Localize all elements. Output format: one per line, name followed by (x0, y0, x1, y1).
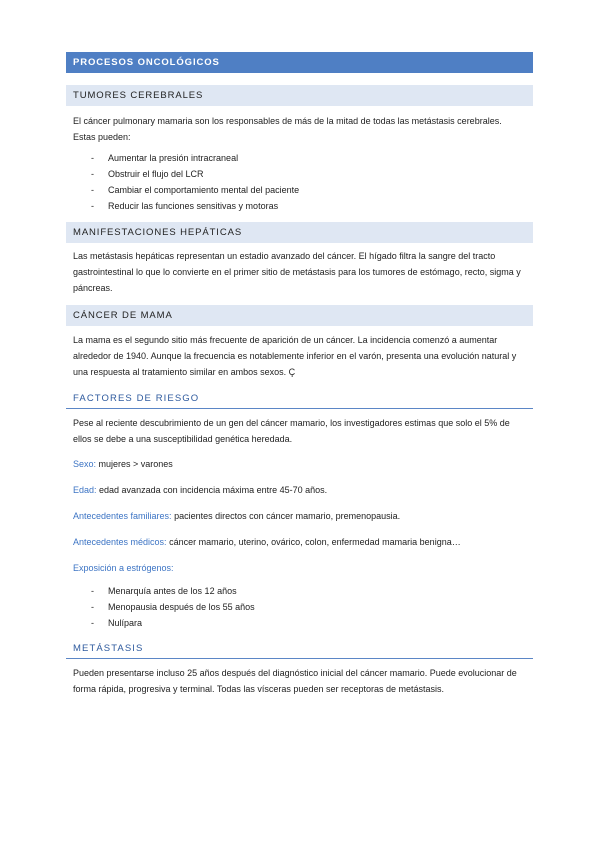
list-item: - Cambiar el comportamiento mental del paciente (66, 182, 533, 198)
list-item: - Menarquía antes de los 12 años (66, 583, 533, 599)
document-page (66, 52, 533, 697)
factor-antecedentes-familiares (66, 508, 533, 524)
factor-value: edad avanzada con incidencia máxima entre 45-70 años. (96, 485, 328, 495)
heading-tumores-cerebrales: TUMORES CEREBRALES (66, 85, 533, 106)
factor-label: Sexo: (73, 459, 97, 469)
document-title: PROCESOS ONCOLÓGICOS (66, 52, 533, 73)
factor-label: Edad: (73, 485, 97, 495)
factor-label: Antecedentes médicos: (73, 537, 167, 547)
heading-factores-de-riesgo: FACTORES DE RIESGO (66, 389, 533, 409)
list-item: - Obstruir el flujo del LCR (66, 166, 533, 182)
metastasis-text: Pueden presentarse incluso 25 años después del diagnóstico inicial del cáncer mamario. Puede evolucionar de forma rápida, progresiva y terminal. Todas las vísceras pueden ser receptoras de metástasis. (73, 668, 517, 694)
list-item: - Aumentar la presión intracraneal (66, 150, 533, 166)
factor-value: cáncer mamario, uterino, ovárico, colon, enfermedad mamaria benigna… (166, 537, 461, 547)
factor-sexo (66, 456, 533, 472)
tumores-list (66, 150, 533, 214)
hepaticas-text: Las metástasis hepáticas representan un estadio avanzado del cáncer. El hígado filtra la sangre del tracto gastrointestinal lo que lo convierte en el primer sitio de metástasis para los tumores de estómago, recto, sigma y páncreas. (73, 251, 521, 293)
list-item: - Menopausia después de los 55 años (66, 599, 533, 615)
heading-cancer-de-mama: CÁNCER DE MAMA (66, 305, 533, 326)
mama-text: La mama es el segundo sitio más frecuente de aparición de un cáncer. La incidencia comenzó a aumentar alrededor de 1940. Aunque la frecuencia es notablemente inferior en el varón, presenta una evolución natural y una respuesta al tratamiento similar en ambos sexos. Ç (73, 335, 517, 377)
estrogen-list (66, 583, 533, 631)
factor-antecedentes-medicos (66, 534, 533, 550)
factor-label: Antecedentes familiares: (73, 511, 172, 521)
list-item: - Reducir las funciones sensitivas y motoras (66, 198, 533, 214)
estrogen-label: Exposición a estrógenos: (73, 563, 174, 573)
list-item: - Nulípara (66, 615, 533, 631)
heading-metastasis: METÁSTASIS (66, 639, 533, 659)
factor-value: pacientes directos con cáncer mamario, premenopausia. (171, 511, 401, 521)
factor-value: mujeres > varones (96, 459, 173, 469)
riesgo-intro: Pese al reciente descubrimiento de un gen del cáncer mamario, los investigadores estimas que solo el 5% de ellos se debe a una susceptibilidad genética heredada. (73, 418, 510, 444)
factor-edad (66, 482, 533, 498)
heading-manifestaciones-hepaticas: MANIFESTACIONES HEPÁTICAS (66, 222, 533, 243)
estrogen-heading (66, 560, 533, 576)
tumores-intro: El cáncer pulmonary mamaria son los responsables de más de la mitad de todas las metástasis cerebrales. Estas pueden: (73, 116, 502, 142)
